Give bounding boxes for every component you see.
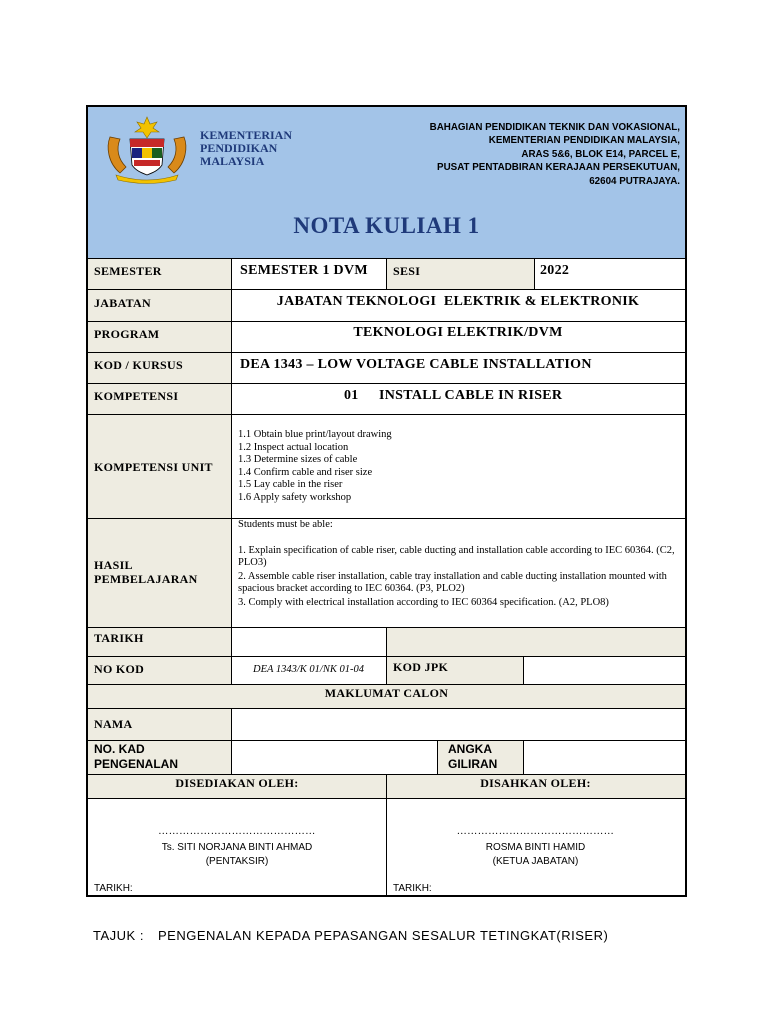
- approver-date-label: TARIKH:: [393, 883, 432, 894]
- list-item: 1.3 Determine sizes of cable: [238, 454, 358, 465]
- angka-giliran-label: [448, 742, 497, 772]
- preparer-date-label: TARIKH:: [94, 883, 133, 894]
- program-label: PROGRAM: [94, 327, 160, 341]
- no-kod-value: DEA 1343/K 01/NK 01-04: [253, 664, 364, 675]
- ministry-line: KEMENTERIAN: [200, 128, 293, 142]
- sesi-value: 2022: [540, 263, 570, 278]
- hasil-label: [94, 558, 198, 586]
- list-item: 2. Assemble cable riser installation, cable tray installation and cable ducting installation mounted with spacious bracket according to IEC 60364. (P3, PLO2): [238, 571, 667, 594]
- semester-label: SEMESTER: [94, 264, 162, 278]
- no-kod-label: NO KOD: [94, 662, 145, 676]
- nama-label: NAMA: [94, 717, 133, 731]
- sesi-label: SESI: [393, 264, 421, 278]
- kad-label-line: NO. KAD: [94, 742, 145, 756]
- ministry-address: [388, 121, 680, 188]
- lecture-note-form: [86, 105, 687, 897]
- kad-field[interactable]: [232, 741, 436, 773]
- tarikh-field[interactable]: [232, 628, 385, 655]
- jabatan-value: JABATAN TEKNOLOGI ELEKTRIK & ELEKTRONIK: [276, 294, 640, 309]
- hasil-label-line: PEMBELAJARAN: [94, 572, 198, 586]
- kompetensi-unit-label: KOMPETENSI UNIT: [94, 460, 213, 474]
- list-item: 1.1 Obtain blue print/layout drawing: [238, 429, 392, 440]
- list-item: 1.6 Apply safety workshop: [238, 491, 352, 503]
- address-line: BAHAGIAN PENDIDIKAN TEKNIK DAN VOKASIONAL,: [429, 122, 680, 133]
- maklumat-calon-heading: MAKLUMAT CALON: [324, 686, 449, 700]
- tarikh-right-bg: [386, 627, 685, 656]
- kad-label-line: PENGENALAN: [94, 757, 179, 771]
- disediakan-heading: DISEDIAKAN OLEH:: [175, 776, 299, 790]
- tajuk-value: PENGENALAN KEPADA PEPASANGAN SESALUR TETINGKAT(RISER): [158, 928, 609, 943]
- semester-value: SEMESTER 1 DVM: [240, 263, 368, 278]
- list-item: 1.4 Confirm cable and riser size: [238, 466, 373, 478]
- angka-label-line: GILIRAN: [448, 757, 498, 771]
- kod-jpk-label: KOD JPK: [393, 660, 449, 674]
- kompetensi-number: 01: [344, 388, 359, 403]
- approver-role: (KETUA JABATAN): [492, 856, 579, 867]
- disahkan-heading: DISAHKAN OLEH:: [480, 776, 591, 790]
- coat-of-arms-icon: [102, 115, 192, 185]
- hasil-content: [238, 519, 678, 609]
- address-line: ARAS 5&6, BLOK E14, PARCEL E,: [521, 148, 680, 160]
- kompetensi-value: INSTALL CABLE IN RISER: [379, 388, 563, 403]
- program-value: TEKNOLOGI ELEKTRIK/DVM: [353, 325, 563, 340]
- nama-field[interactable]: [232, 709, 684, 739]
- angka-giliran-field[interactable]: [524, 741, 684, 773]
- address-line: PUSAT PENTADBIRAN KERAJAAN PERSEKUTUAN,: [437, 162, 680, 174]
- address-line: KEMENTERIAN PENDIDIKAN MALAYSIA,: [488, 135, 680, 147]
- list-item: 1.5 Lay cable in the riser: [238, 479, 343, 490]
- hasil-label-line: HASIL: [94, 558, 133, 572]
- jabatan-label: JABATAN: [94, 296, 151, 310]
- tarikh-label: TARIKH: [94, 631, 144, 645]
- signature-line: ………………………………………: [456, 826, 615, 837]
- kod-jpk-field[interactable]: [524, 657, 684, 683]
- list-item: 1.2 Inspect actual location: [238, 441, 349, 453]
- preparer-name: Ts. SITI NORJANA BINTI AHMAD: [161, 842, 313, 853]
- kod-kursus-label: KOD / KURSUS: [94, 358, 183, 372]
- kompetensi-label: KOMPETENSI: [94, 389, 179, 403]
- page-title: NOTA KULIAH 1: [293, 213, 480, 238]
- ministry-line: PENDIDIKAN: [200, 141, 278, 155]
- tajuk-label: TAJUK :: [93, 928, 144, 943]
- approver-name: ROSMA BINTI HAMID: [485, 842, 586, 853]
- list-item: 3. Comply with electrical installation according to IEC 60364 specification. (A2, PLO8): [238, 597, 609, 608]
- ministry-name: [200, 129, 320, 168]
- hasil-intro: Students must be able:: [238, 519, 333, 530]
- kompetensi-unit-list: [238, 429, 678, 504]
- kad-label: [94, 742, 178, 772]
- address-line: 62604 PUTRAJAYA.: [589, 175, 680, 187]
- signature-line: ………………………………………: [158, 826, 316, 837]
- preparer-role: (PENTAKSIR): [205, 856, 269, 867]
- kod-kursus-value: DEA 1343 – LOW VOLTAGE CABLE INSTALLATION: [240, 357, 592, 372]
- angka-label-line: ANGKA: [448, 742, 492, 756]
- ministry-line: MALAYSIA: [200, 154, 265, 168]
- list-item: 1. Explain specification of cable riser, cable ducting and installation cable according to IEC 60364. (C2, PLO3): [238, 545, 675, 568]
